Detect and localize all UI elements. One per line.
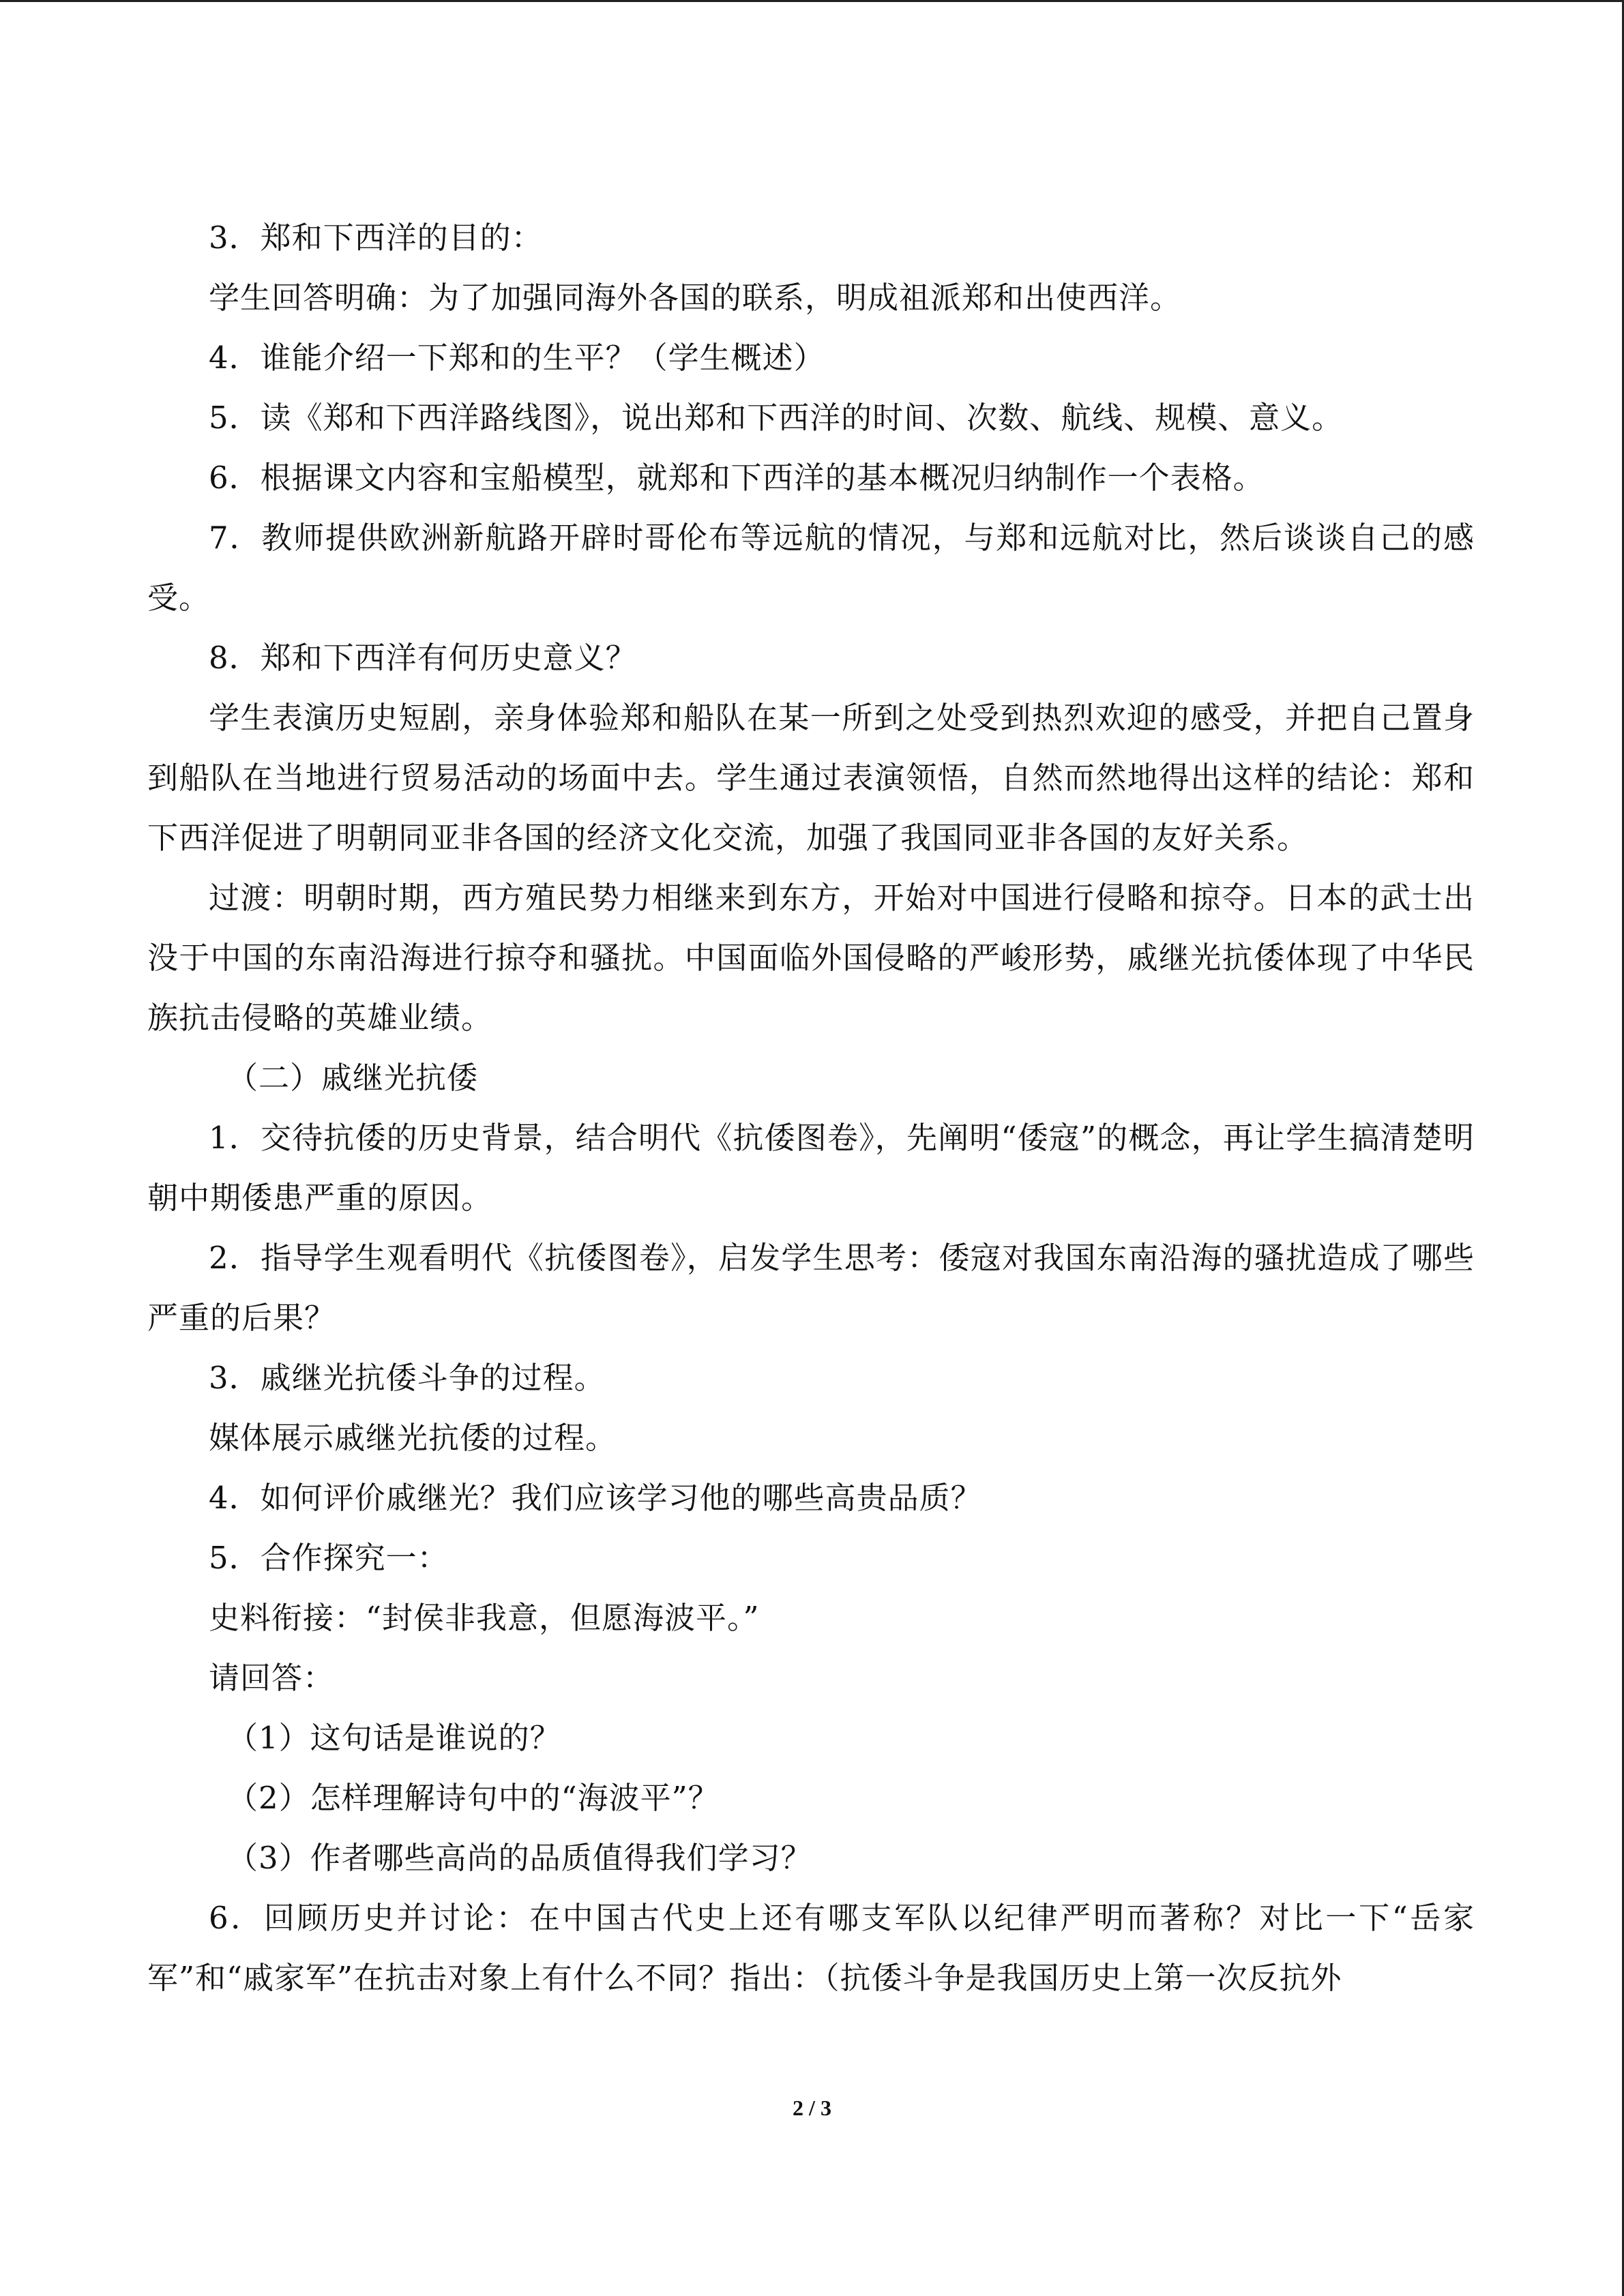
paragraph-significance-question: 8．郑和下西洋有何历史意义？ <box>209 640 637 676</box>
paragraph-struggle-process: 3．戚继光抗倭斗争的过程。 <box>209 1360 606 1396</box>
question-item-1: （1）这句话是谁说的？ <box>227 1720 561 1756</box>
section-heading-qi-jiguang: （二）戚继光抗倭 <box>227 1060 479 1096</box>
paragraph-evaluation-question: 4．如何评价戚继光？我们应该学习他的哪些高贵品质？ <box>209 1480 982 1516</box>
paragraph-columbus-comparison: 7．教师提供欧洲新航路开辟时哥伦布等远航的情况，与郑和远航对比，然后谈谈自己的感受。 <box>147 520 1475 616</box>
paragraph-cooperative-inquiry: 5．合作探究一： <box>209 1540 449 1576</box>
paragraph-background: 1．交待抗倭的历史背景，结合明代《抗倭图卷》，先阐明“倭寇”的概念，再让学生搞清楚明朝中期倭患严重的原因。 <box>147 1120 1475 1216</box>
document-body <box>147 208 1475 2008</box>
paragraph-media-display: 媒体展示戚继光抗倭的过程。 <box>209 1420 617 1456</box>
paragraph-biography-question: 4．谁能介绍一下郑和的生平？（学生概述） <box>209 340 825 376</box>
paragraph-summary-table: 6．根据课文内容和宝船模型，就郑和下西洋的基本概况归纳制作一个表格。 <box>209 460 1265 496</box>
question-item-2: （2）怎样理解诗句中的“海波平”？ <box>227 1780 720 1816</box>
paragraph-purpose-answer: 学生回答明确：为了加强同海外各国的联系，明成祖派郑和出使西洋。 <box>209 280 1182 316</box>
paragraph-transition: 过渡：明朝时期，西方殖民势力相继来到东方，开始对中国进行侵略和掠夺。日本的武士出没于中国的东南沿海进行掠夺和骚扰。中国面临外国侵略的严峻形势，戚继光抗倭体现了中华民族抗击侵略的英雄业绩。 <box>147 880 1475 1036</box>
paragraph-review-discussion: 6．回顾历史并讨论：在中国古代史上还有哪支军队以纪律严明而著称？对比一下“岳家军”和“戚家军”在抗击对象上有什么不同？指出：（抗倭斗争是我国历史上第一次反抗外 <box>147 1900 1475 1996</box>
paragraph-purpose-heading: 3．郑和下西洋的目的： <box>209 220 543 256</box>
question-item-3: （3）作者哪些高尚的品质值得我们学习？ <box>227 1840 812 1876</box>
paragraph-source-quote: 史料衔接：“封侯非我意，但愿海波平。” <box>209 1600 760 1636</box>
page-number: 2 / 3 <box>793 2096 831 2120</box>
paragraph-student-drama: 学生表演历史短剧，亲身体验郑和船队在某一所到之处受到热烈欢迎的感受，并把自己置身到船队在当地进行贸易活动的场面中去。学生通过表演领悟，自然而然地得出这样的结论：郑和下西洋促进了明朝同亚非各国的经济文化交流，加强了我国同亚非各国的友好关系。 <box>147 700 1475 856</box>
paragraph-route-map: 5．读《郑和下西洋路线图》，说出郑和下西洋的时间、次数、航线、规模、意义。 <box>209 400 1344 436</box>
paragraph-please-answer: 请回答： <box>209 1660 335 1696</box>
paragraph-scroll-viewing: 2．指导学生观看明代《抗倭图卷》，启发学生思考：倭寇对我国东南沿海的骚扰造成了哪些严重的后果？ <box>147 1240 1475 1336</box>
